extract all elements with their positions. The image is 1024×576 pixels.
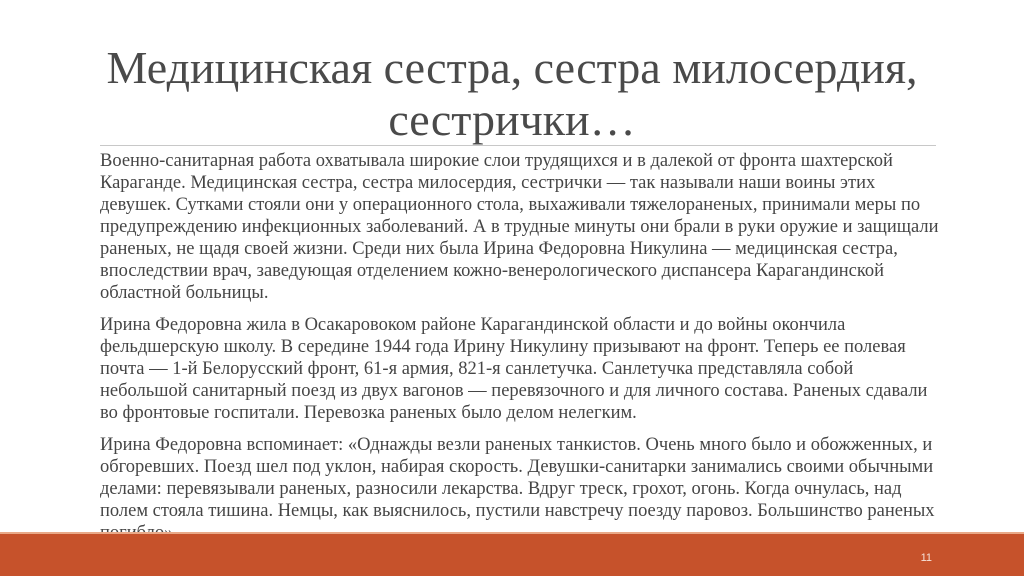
paragraph-3: Ирина Федоровна вспоминает: «Однажды везли раненых танкистов. Очень много было и обожженных, и обгоревших. Поезд шел под уклон, набирая скорость. Девушки-санитарки занимались своими обычными делами: перевязывали раненых, разносили лекарства. Вдруг треск, грохот, огонь. Когда очнулась, над полем стояла тишина. Немцы, как выяснилось, пустили навстречу поезду паровоз. Большинство раненых (100, 435, 935, 521)
paragraph-1: Военно-санитарная работа охватывала широкие слои трудящихся и в далекой от фронта шахтерской Караганде. Медицинская сестра, сестра милосердия, сестрички — так называли наши воины этих девушек. Сутками стояли они у операционного стола, выхаживали тяжелораненых, принимали меры по предупреждению инфекционных заболеваний. А в трудные минуты они брали в руки оружие и защищали раненых, не щадя своей жизни. Среди них была Ирина Федоровна Никулина — медицинская сестра, впоследствии врач, заведующая отделением кожно-венерологического диспансера Карагандинской областной больницы. (100, 151, 939, 303)
footer-accent-band (0, 532, 1024, 576)
footer-accent-line (0, 532, 1024, 534)
slide-title: Медицинская сестра, сестра милосердия, сестрички… (106, 42, 918, 145)
slide-body (100, 150, 940, 554)
slide-number: 11 (920, 552, 932, 564)
title-divider (100, 145, 936, 146)
paragraph-2: Ирина Федоровна жила в Осакаровоком районе Карагандинской области и до войны окончила фельдшерскую школу. В середине 1944 года Ирину Никулину призывают на фронт. Теперь ее полевая почта — 1-й Белорусский фронт, 61-я армия, 821-я санлетучка. Санлетучка представляла собой небольшой санитарный поезд из двух вагонов — перевязочного и для личного состава. Раненых сдавали во фронтовые госпитали. Перевозка раненых было делом нелегким. (100, 315, 928, 423)
